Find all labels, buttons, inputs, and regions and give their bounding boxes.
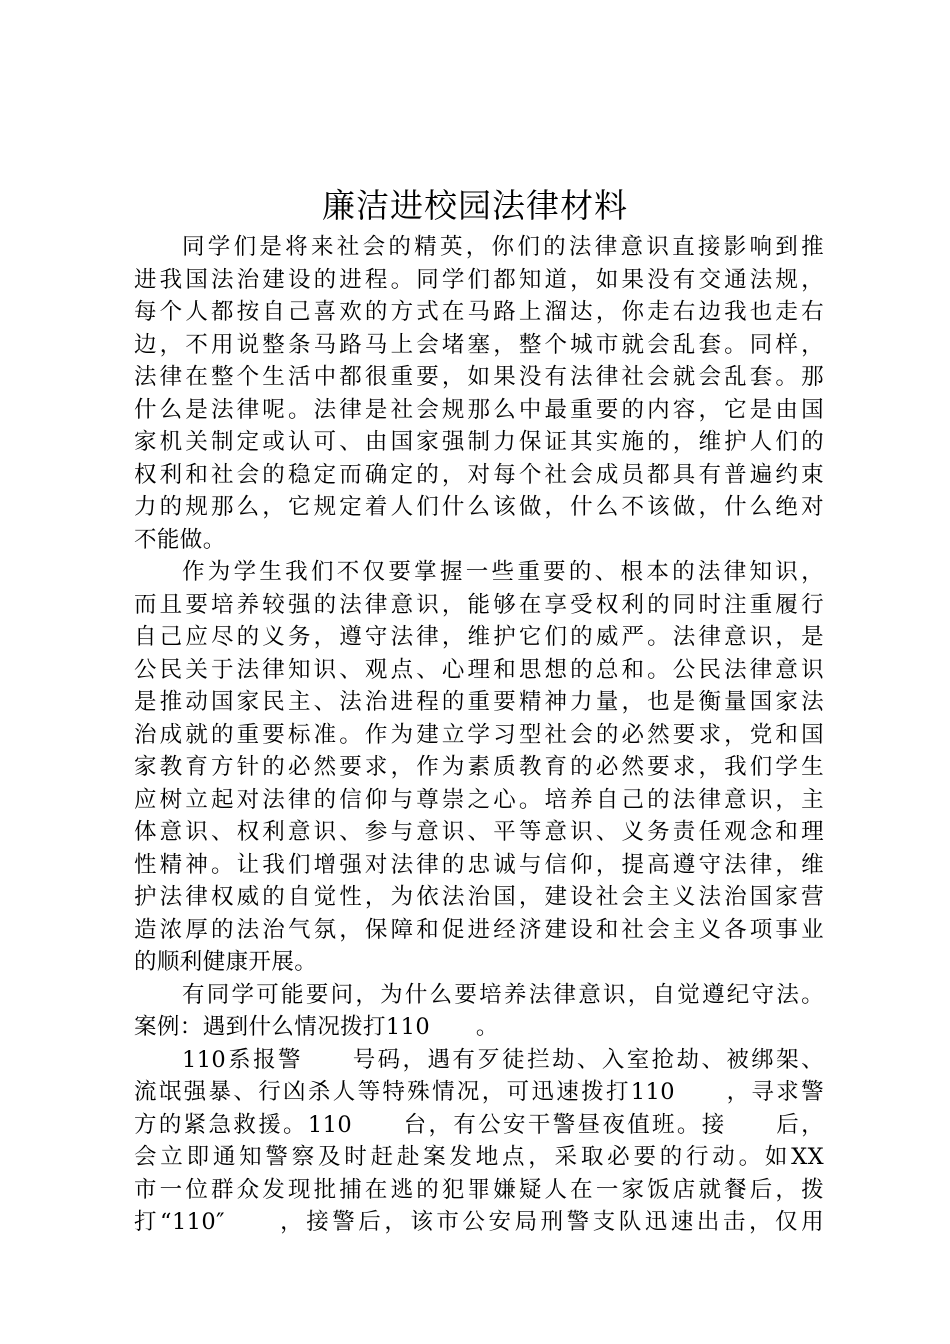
text-line: 流氓强暴、行凶杀人等特殊情况，可迅速拨打110 ，寻求警	[134, 1079, 824, 1105]
text-line: 权利和社会的稳定而确定的，对每个社会成员都具有普遍约束	[134, 461, 824, 488]
text-line: 是推动国家民主、法治进程的重要精神力量，也是衡量国家法	[134, 689, 824, 715]
text-line: 边，不用说整条马路马上会堵塞，整个城市就会乱套。同样，	[134, 331, 824, 358]
paragraph-1	[134, 231, 824, 556]
text-line: 力的规那么，它规定着人们什么该做，什么不该做，什么绝对	[134, 494, 824, 520]
text-line: 造浓厚的法治气氛，保障和促进经济建设和社会主义各项事业	[134, 916, 824, 943]
text-line: 不能做。	[134, 526, 226, 553]
text-line: 护法律权威的自觉性，为依法治国，建设社会主义法治国家营	[134, 884, 824, 910]
text-line: 治成就的重要标准。作为建立学习型社会的必然要求，党和国	[134, 721, 824, 748]
text-line: 进我国法治建设的进程。同学们都知道，如果没有交通法规，	[134, 266, 824, 293]
text-line: 每个人都按自己喜欢的方式在马路上溜达，你走右边我也走右	[134, 299, 824, 325]
text-line: 作为学生我们不仅要掌握一些重要的、根本的法律知识，	[182, 559, 824, 585]
text-line: 案例：遇到什么情况拨打110 。	[134, 1014, 499, 1040]
text-line: 法律在整个生活中都很重要，如果没有法律社会就会乱套。那	[134, 364, 824, 390]
text-line: 性精神。让我们增强对法律的忠诚与信仰，提高遵守法律，维	[134, 851, 824, 878]
text-line: 公民关于法律知识、观点、心理和思想的总和。公民法律意识	[134, 656, 824, 683]
text-line: 会立即通知警察及时赶赴案发地点，采取必要的行动。如XX	[134, 1144, 824, 1170]
text-line: 方的紧急救援。110 台，有公安干警昼夜值班。接 后，	[134, 1111, 824, 1138]
paragraph-3	[134, 979, 824, 1044]
text-line: 家机关制定或认可、由国家强制力保证其实施的，维护人们的	[134, 429, 824, 455]
text-line: 有同学可能要问，为什么要培养法律意识，自觉遵纪守法。	[182, 981, 824, 1008]
text-line: 应树立起对法律的信仰与尊崇之心。培养自己的法律意识，主	[134, 786, 824, 813]
document-body	[134, 231, 824, 1239]
text-line: 什么是法律呢。法律是社会规那么中最重要的内容，它是由国	[134, 396, 824, 423]
text-line: 而且要培养较强的法律意识，能够在享受权利的同时注重履行	[134, 591, 824, 618]
text-line: 同学们是将来社会的精英，你们的法律意识直接影响到推	[182, 234, 824, 260]
text-line: 体意识、权利意识、参与意识、平等意识、义务责任观念和理	[134, 819, 824, 845]
paragraph-4	[134, 1044, 824, 1239]
text-line: 市一位群众发现批捕在逃的犯罪嫌疑人在一家饭店就餐后，拨	[134, 1176, 824, 1203]
text-line: 家教育方针的必然要求，作为素质教育的必然要求，我们学生	[134, 754, 824, 780]
paragraph-2	[134, 556, 824, 979]
text-line: 110系报警 号码，遇有歹徒拦劫、入室抢劫、被绑架、	[182, 1046, 824, 1073]
text-line: 的顺利健康开展。	[134, 949, 318, 975]
text-line: 自己应尽的义务，遵守法律，维护它们的威严。法律意识，是	[134, 624, 824, 650]
document-title: 廉洁进校园法律材料	[322, 186, 628, 225]
text-line: 打“110″ ，接警后，该市公安局刑警支队迅速出击，仅用	[134, 1209, 824, 1235]
